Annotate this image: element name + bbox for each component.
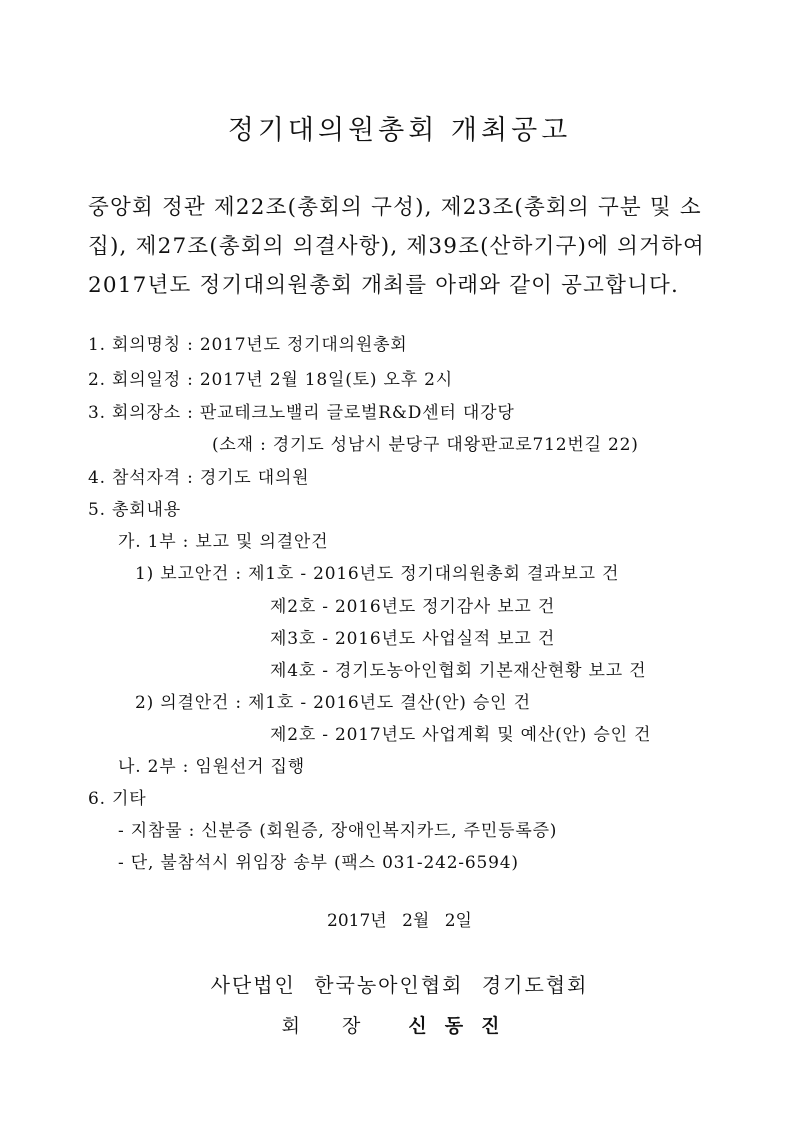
other-item-1: - 지참물 : 신분증 (회원증, 장애인복지카드, 주민등록증) — [118, 821, 558, 841]
item-other-header: 6. 기타 — [88, 789, 147, 809]
other-item-2: - 단, 불참석시 위임장 송부 (팩스 031-242-6594) — [118, 853, 519, 873]
item-meeting-address: (소재 : 경기도 성남시 분당구 대왕판교로712번길 22) — [212, 435, 639, 455]
notice-date: 2017년 2월 2일 — [327, 911, 472, 931]
item-agenda-header: 5. 총회내용 — [88, 500, 181, 520]
item-meeting-date: 2. 회의일정 : 2017년 2월 18일(토) 오후 2시 — [88, 370, 454, 390]
signature-name: 신동진 — [408, 1015, 518, 1037]
item-meeting-place: 3. 회의장소 : 판교테크노밸리 글로벌R&D센터 대강당 — [88, 403, 515, 423]
report-item-4: 제4호 - 경기도농아인협회 기본재산현황 보고 건 — [270, 661, 647, 681]
report-item-2: 제2호 - 2016년도 정기감사 보고 건 — [270, 597, 556, 617]
item-part1: 가. 1부 : 보고 및 의결안건 — [118, 532, 329, 552]
item-meeting-name: 1. 회의명칭 : 2017년도 정기대의원총회 — [88, 335, 408, 355]
intro-line-3: 2017년도 정기대의원총회 개최를 아래와 같이 공고합니다. — [88, 273, 680, 298]
resolution-item-1: 2) 의결안건 : 제1호 - 2016년도 결산(안) 승인 건 — [135, 693, 531, 713]
intro-line-1: 중앙회 정관 제22조(총회의 구성), 제23조(총회의 구분 및 소 — [88, 195, 702, 220]
resolution-item-2: 제2호 - 2017년도 사업계획 및 예산(안) 승인 건 — [270, 725, 652, 745]
report-item-1: 1) 보고안건 : 제1호 - 2016년도 정기대의원총회 결과보고 건 — [135, 564, 620, 584]
document-title: 정기대의원총회 개최공고 — [227, 115, 572, 146]
item-part2: 나. 2부 : 임원선거 집행 — [118, 757, 305, 777]
item-eligibility: 4. 참석자격 : 경기도 대의원 — [88, 468, 310, 488]
intro-line-2: 집), 제27조(총회의 의결사항), 제39조(산하기구)에 의거하여 — [88, 234, 706, 259]
signature-block — [0, 1011, 799, 1038]
report-item-3: 제3호 - 2016년도 사업실적 보고 건 — [270, 629, 556, 649]
signature-role: 회 장 — [281, 1015, 379, 1037]
organization-name: 사단법인 한국농아인협회 경기도협회 — [210, 973, 589, 997]
